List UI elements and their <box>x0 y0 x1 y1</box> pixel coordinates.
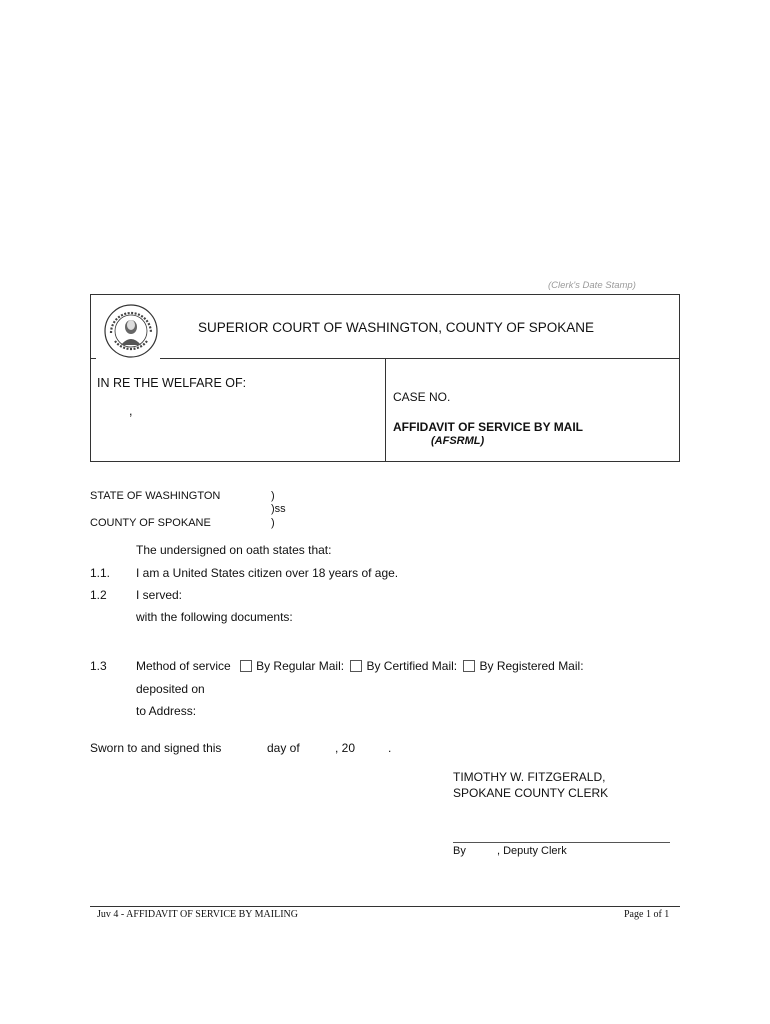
court-seal-icon <box>103 303 159 359</box>
in-re-label: IN RE THE WELFARE OF: <box>97 376 247 390</box>
certified-mail-checkbox[interactable] <box>350 660 362 672</box>
caption-column-divider <box>385 358 386 462</box>
deposited-on-label: deposited on <box>136 682 205 696</box>
sworn-prefix: Sworn to and signed this <box>90 741 222 755</box>
service-method-row <box>136 659 584 673</box>
footer-page-number: Page 1 of 1 <box>624 909 670 920</box>
venue-ss: )ss <box>271 503 286 515</box>
certified-mail-label: By Certified Mail: <box>366 659 458 673</box>
signature-by-label: By <box>453 845 466 857</box>
venue-paren-1: ) <box>271 490 275 502</box>
sworn-period: . <box>388 741 392 755</box>
party-name-comma: , <box>129 404 133 418</box>
item-3-number: 1.3 <box>90 659 107 673</box>
header-divider <box>160 358 680 359</box>
venue-paren-2: ) <box>271 517 275 529</box>
item-2-subtext: with the following documents: <box>136 610 293 624</box>
document-code: (AFSRML) <box>431 435 485 447</box>
item-2-text: I served: <box>136 588 183 602</box>
item-1-number: 1.1. <box>90 566 111 580</box>
regular-mail-checkbox[interactable] <box>240 660 252 672</box>
sworn-year-prefix: , 20 <box>335 741 356 755</box>
oath-intro: The undersigned on oath states that: <box>136 543 332 557</box>
registered-mail-checkbox[interactable] <box>463 660 475 672</box>
court-title: SUPERIOR COURT OF WASHINGTON, COUNTY OF SPOKANE <box>198 320 595 335</box>
footer-rule <box>90 906 680 907</box>
regular-mail-label: By Regular Mail: <box>256 659 345 673</box>
clerk-name: TIMOTHY W. FITZGERALD, <box>453 770 606 784</box>
clerk-date-stamp-label: (Clerk's Date Stamp) <box>548 280 636 291</box>
item-1-text: I am a United States citizen over 18 years of age. <box>136 566 399 580</box>
venue-state: STATE OF WASHINGTON <box>90 490 221 502</box>
to-address-label: to Address: <box>136 704 197 718</box>
sworn-day-of: day of <box>267 741 300 755</box>
deputy-clerk-label: , Deputy Clerk <box>497 845 567 857</box>
signature-line <box>453 842 670 843</box>
case-number-label: CASE NO. <box>393 390 451 404</box>
registered-mail-label: By Registered Mail: <box>479 659 584 673</box>
clerk-title: SPOKANE COUNTY CLERK <box>453 786 609 800</box>
document-title: AFFIDAVIT OF SERVICE BY MAIL <box>393 420 584 434</box>
item-2-number: 1.2 <box>90 588 107 602</box>
footer-form-id: Juv 4 - AFFIDAVIT OF SERVICE BY MAILING <box>97 909 298 920</box>
venue-county: COUNTY OF SPOKANE <box>90 517 211 529</box>
header-divider-left <box>90 358 96 359</box>
service-method-label: Method of service <box>136 659 231 673</box>
